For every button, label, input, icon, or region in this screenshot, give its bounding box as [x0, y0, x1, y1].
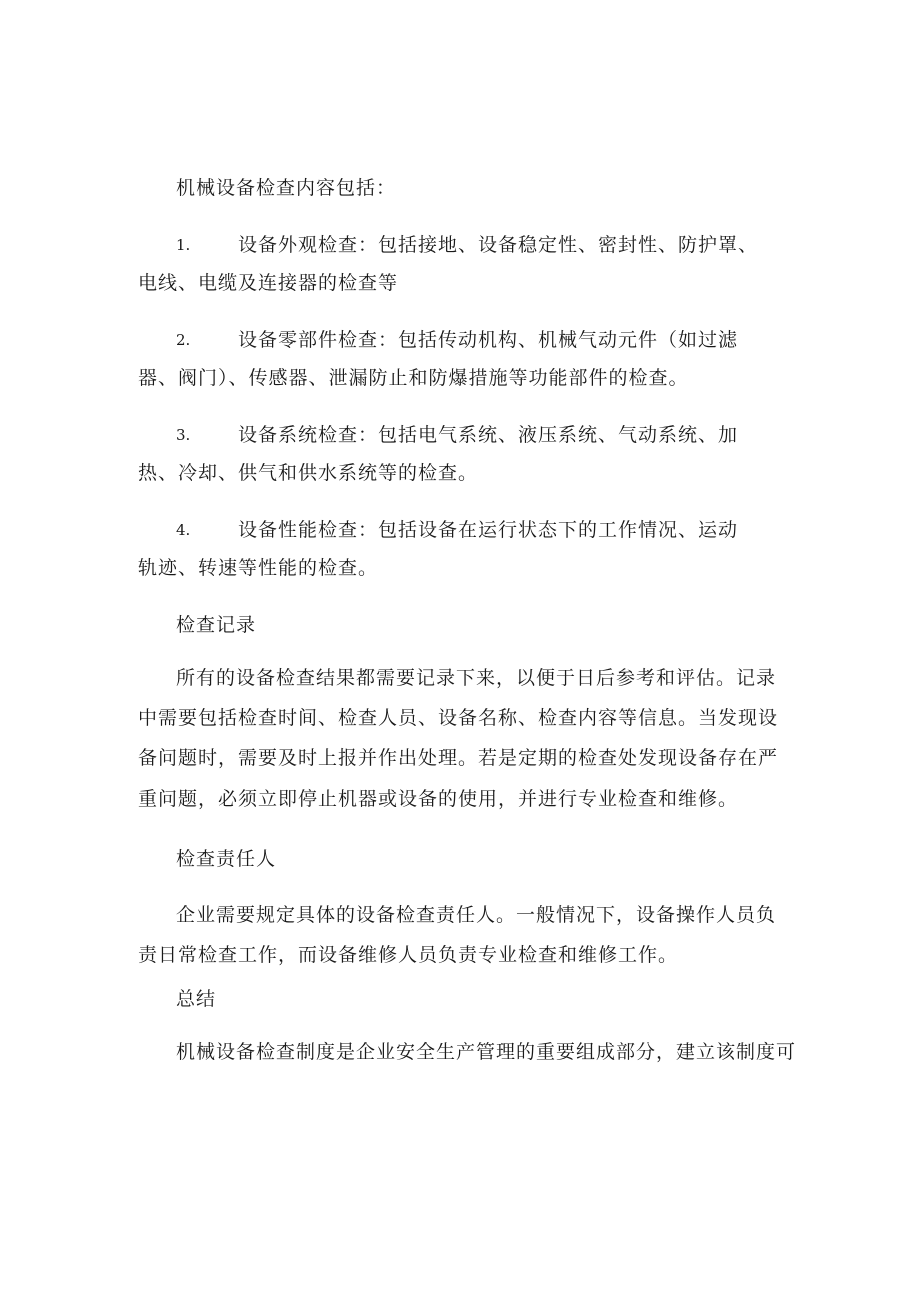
- intro-heading: 机械设备检查内容包括：: [176, 177, 397, 199]
- item-4-number: 4.: [176, 521, 191, 539]
- responsible-heading: 检查责任人: [176, 848, 277, 870]
- record-line-3: 备问题时，需要及时上报并作出处理。若是定期的检查处发现设备存在严: [138, 747, 779, 769]
- item-3-line-1: 设备系统检查：包括电气系统、液压系统、气动系统、加: [238, 424, 739, 446]
- item-2-line-2: 器、阀门）、传感器、泄漏防止和防爆措施等功能部件的检查。: [138, 367, 689, 389]
- item-1-number: 1.: [176, 236, 191, 254]
- item-3-line-2: 热、冷却、供气和供水系统等的检查。: [138, 462, 479, 484]
- summary-line-1: 机械设备检查制度是企业安全生产管理的重要组成部分，建立该制度可: [176, 1041, 797, 1063]
- item-1-line-1: 设备外观检查：包括接地、设备稳定性、密封性、防护罩、: [238, 234, 759, 256]
- item-4-line-2: 轨迹、转速等性能的检查。: [138, 557, 379, 579]
- record-line-1: 所有的设备检查结果都需要记录下来，以便于日后参考和评估。记录: [176, 667, 777, 689]
- responsible-line-2: 责日常检查工作，而设备维修人员负责专业检查和维修工作。: [138, 944, 679, 966]
- item-1-line-2: 电线、电缆及连接器的检查等: [138, 272, 399, 294]
- item-4-line-1: 设备性能检查：包括设备在运行状态下的工作情况、运动: [238, 519, 739, 541]
- item-2-line-1: 设备零部件检查：包括传动机构、机械气动元件（如过滤: [238, 329, 739, 351]
- record-line-2: 中需要包括检查时间、检查人员、设备名称、检查内容等信息。当发现设: [138, 707, 779, 729]
- record-heading: 检查记录: [176, 614, 257, 636]
- item-2-number: 2.: [176, 331, 191, 349]
- summary-heading: 总结: [176, 988, 217, 1010]
- item-3-number: 3.: [176, 426, 191, 444]
- responsible-line-1: 企业需要规定具体的设备检查责任人。一般情况下，设备操作人员负: [176, 904, 777, 926]
- record-line-4: 重问题，必须立即停止机器或设备的使用，并进行专业检查和维修。: [138, 788, 739, 810]
